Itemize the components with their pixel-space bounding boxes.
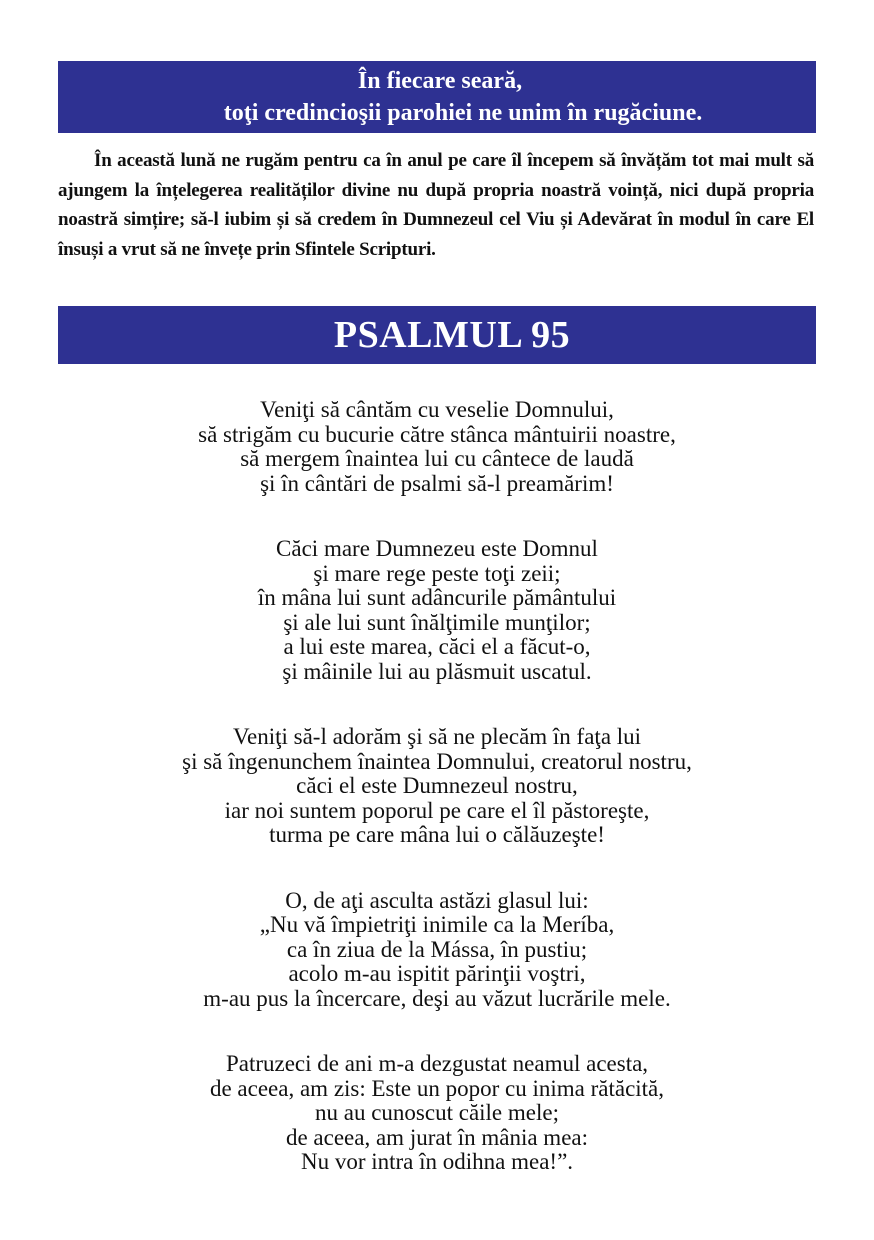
psalm-line: şi în cântări de psalmi să-l preamărim! [260, 470, 614, 496]
intro-paragraph: În această lună ne rugăm pentru ca în anul pe care îl începem să învățăm tot mai mult să ajungem la înțelegerea realităților divine nu după propria noastră voință, nici după propria noastră simțire; să-l iubim și să credem în Dumnezeul cel Viu și Adevărat în modul în care El însuși a vrut să ne învețe prin Sfintele Scripturi. [58, 150, 814, 260]
psalm-stanza [0, 398, 874, 496]
psalm-line: să mergem înaintea lui cu cântece de laudă [240, 446, 634, 471]
header-line-1: În fiecare seară, [357, 68, 523, 94]
psalm-line: în mâna lui sunt adâncurile pământului [257, 585, 617, 610]
psalm-line: m-au pus la încercare, deşi au văzut lucrările mele. [203, 985, 671, 1011]
psalm-line: de aceea, am zis: Este un popor cu inima rătăcită, [209, 1075, 665, 1101]
psalm-line: şi mâinile lui au plăsmuit uscatul. [282, 658, 592, 684]
psalm-line: turma pe care mâna lui o călăuzeşte! [269, 822, 605, 847]
psalm-line: şi mare rege peste toţi zeii; [313, 560, 561, 586]
psalm-line: să strigăm cu bucurie către stânca mântuirii noastre, [198, 421, 676, 447]
psalm-stanza [0, 889, 874, 1012]
psalm-line: O, de aţi asculta astăzi glasul lui: [285, 887, 589, 913]
psalm-line: şi să îngenunchem înaintea Domnului, creatorul nostru, [182, 748, 692, 774]
psalm-line: „Nu vă împietriţi inimile ca la Meríba, [259, 912, 615, 937]
psalm-line: iar noi suntem poporul pe care el îl păstoreşte, [224, 797, 650, 823]
psalm-text [0, 398, 874, 1216]
psalm-line: a lui este marea, căci el a făcut-o, [283, 634, 591, 659]
psalm-line: Patruzeci de ani m-a dezgustat neamul acesta, [225, 1051, 649, 1076]
psalm-line: căci el este Dumnezeul nostru, [296, 773, 578, 798]
psalm-line: nu au cunoscut căile mele; [315, 1100, 559, 1125]
psalm-stanza [0, 1052, 874, 1175]
psalm-stanza [0, 537, 874, 684]
psalm-title-banner [58, 306, 816, 364]
psalm-line: Căci mare Dumnezeu este Domnul [276, 536, 598, 561]
header-line-2: toţi credincioşii parohiei ne unim în rugăciune. [223, 100, 703, 126]
prayer-header-banner [58, 61, 816, 133]
psalm-line: şi ale lui sunt înălţimile munţilor; [283, 609, 591, 635]
psalm-title: PSALMUL 95 [333, 314, 571, 356]
psalm-line: Veniţi să cântăm cu veselie Domnului, [260, 397, 614, 422]
psalm-line: de aceea, am jurat în mânia mea: [285, 1124, 589, 1150]
psalm-line: Nu vor intra în odihna mea!”. [300, 1149, 574, 1174]
psalm-stanza [0, 725, 874, 848]
psalm-line: acolo m-au ispitit părinţii voştri, [288, 961, 586, 986]
psalm-line: ca în ziua de la Mássa, în pustiu; [286, 936, 588, 962]
psalm-line: Veniţi să-l adorăm şi să ne plecăm în faţa lui [232, 724, 642, 749]
